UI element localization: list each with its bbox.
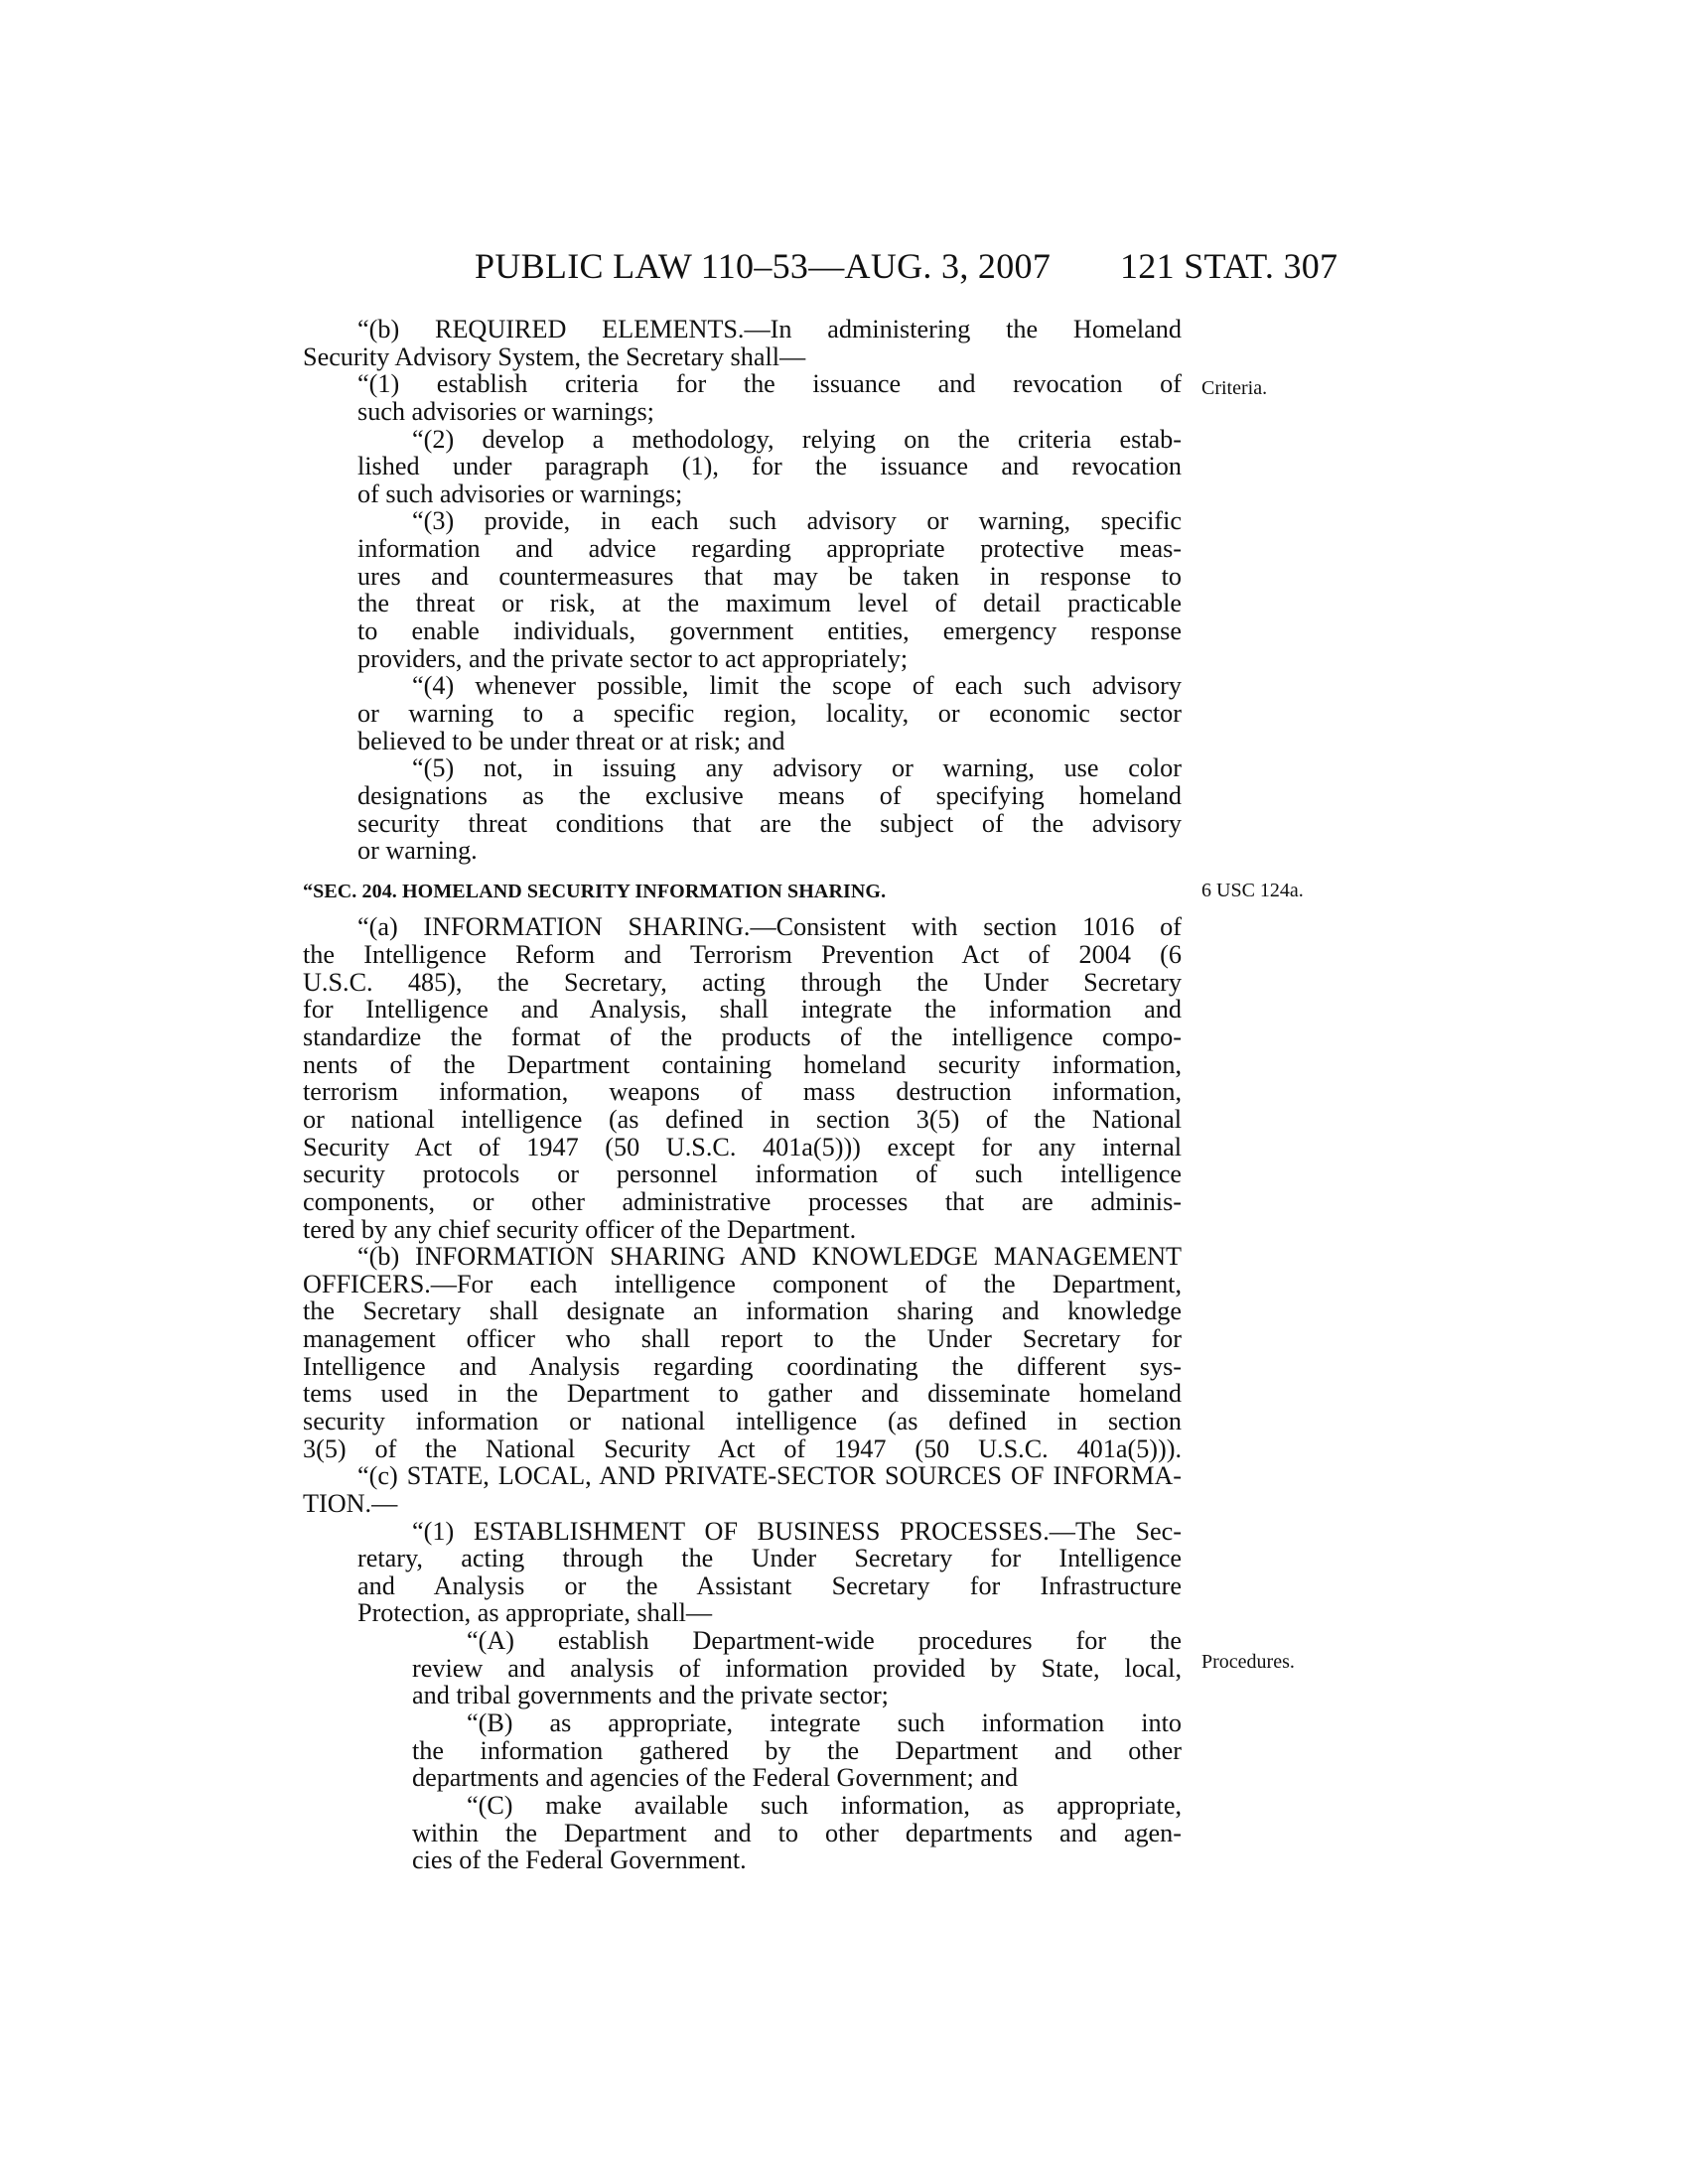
text-line: Protection, as appropriate, shall— (357, 1598, 713, 1628)
text-line: “(C) make available such information, as appropriate, (467, 1790, 1182, 1820)
margin-note-usc-citation: 6 USC 124a. (1201, 880, 1304, 901)
text-line: nents of the Department containing homeland security information, (303, 1049, 1182, 1079)
text-line: ures and countermeasures that may be taken in response to (357, 561, 1182, 591)
text-line: tered by any chief security officer of the Department. (303, 1214, 857, 1244)
text-line: management officer who shall report to the Under Secretary for (303, 1324, 1182, 1354)
text-line: standardize the format of the products of the intelligence compo- (303, 1023, 1182, 1052)
text-line: or national intelligence (as defined in section 3(5) of the National (303, 1104, 1182, 1134)
text-line: cies of the Federal Government. (412, 1845, 747, 1875)
text-line: “(a) INFORMATION SHARING.—Consistent with section 1016 of (357, 912, 1182, 942)
text-line: “(4) whenever possible, limit the scope of each such advisory (412, 671, 1182, 701)
text-line: or warning. (357, 836, 478, 866)
text-line: “(1) ESTABLISHMENT OF BUSINESS PROCESSES.—The Sec- (412, 1516, 1182, 1546)
text-line: Security Act of 1947 (50 U.S.C. 401a(5))) except for any internal (303, 1132, 1182, 1161)
text-line: “(2) develop a methodology, relying on the criteria estab- (412, 424, 1182, 454)
running-header-title: PUBLIC LAW 110–53—AUG. 3, 2007 (475, 246, 1052, 286)
text-line: Security Advisory System, the Secretary shall— (303, 341, 806, 371)
text-line: for Intelligence and Analysis, shall integrate the information and (303, 995, 1182, 1024)
text-line: “(b) INFORMATION SHARING AND KNOWLEDGE MANAGEMENT (357, 1242, 1182, 1272)
section-heading: “SEC. 204. HOMELAND SECURITY INFORMATION SHARING. (303, 880, 887, 902)
text-line: of such advisories or warnings; (357, 478, 683, 508)
text-line: information and advice regarding appropriate protective meas- (357, 534, 1182, 564)
text-line: OFFICERS.—For each intelligence component of the Department, (303, 1269, 1182, 1298)
text-line: terrorism information, weapons of mass destruction information, (303, 1077, 1182, 1107)
text-line: tems used in the Department to gather and disseminate homeland (303, 1379, 1182, 1409)
text-line: “(c) STATE, LOCAL, AND PRIVATE-SECTOR SOURCES OF INFORMA- (357, 1461, 1182, 1491)
text-line: “(A) establish Department-wide procedures for the (467, 1626, 1182, 1656)
text-line: “(B) as appropriate, integrate such information into (467, 1708, 1182, 1738)
text-line: departments and agencies of the Federal Government; and (412, 1763, 1019, 1793)
text-line: TION.— (303, 1488, 398, 1518)
text-line: lished under paragraph (1), for the issuance and revocation (357, 452, 1182, 481)
text-line: U.S.C. 485), the Secretary, acting through the Under Secretary (303, 967, 1182, 997)
text-line: “(5) not, in issuing any advisory or warning, use color (412, 753, 1182, 783)
margin-note-procedures: Procedures. (1201, 1651, 1295, 1673)
margin-note-criteria: Criteria. (1201, 377, 1268, 399)
text-line: the threat or risk, at the maximum level of detail practicable (357, 589, 1182, 618)
page-number-stat: 121 STAT. 307 (1120, 246, 1338, 286)
text-line: security protocols or personnel information of such intelligence (303, 1160, 1182, 1189)
text-line: the Intelligence Reform and Terrorism Prevention Act of 2004 (6 (303, 940, 1182, 970)
text-line: Intelligence and Analysis regarding coordinating the different sys- (303, 1351, 1182, 1381)
text-line: components, or other administrative processes that are adminis- (303, 1186, 1182, 1216)
text-line: the Secretary shall designate an information sharing and knowledge (303, 1297, 1182, 1326)
text-line: and Analysis or the Assistant Secretary for Infrastructure (357, 1570, 1182, 1600)
text-line: “(b) REQUIRED ELEMENTS.—In administering the Homeland (357, 315, 1182, 343)
text-line: “(3) provide, in each such advisory or warning, specific (412, 506, 1182, 536)
statute-body (303, 316, 1182, 1874)
text-line: the information gathered by the Department and other (412, 1735, 1182, 1765)
text-line: “(1) establish criteria for the issuance and revocation of (357, 369, 1182, 399)
text-line: review and analysis of information provided by State, local, (412, 1653, 1182, 1683)
text-line: within the Department and to other departments and agen- (412, 1818, 1182, 1847)
text-line: providers, and the private sector to act appropriately; (357, 643, 909, 673)
text-line: security information or national intelligence (as defined in section (303, 1406, 1182, 1435)
text-line: and tribal governments and the private sector; (412, 1681, 889, 1710)
text-line: designations as the exclusive means of specifying homeland (357, 780, 1182, 810)
text-line: such advisories or warnings; (357, 396, 654, 426)
text-line: or warning to a specific region, locality, or economic sector (357, 698, 1182, 728)
text-line: believed to be under threat or at risk; and (357, 726, 785, 755)
text-line: to enable individuals, government entities, emergency response (357, 616, 1182, 646)
text-line: 3(5) of the National Security Act of 1947 (50 U.S.C. 401a(5))). (303, 1433, 1182, 1463)
text-line: security threat conditions that are the subject of the advisory (357, 808, 1182, 838)
text-line: retary, acting through the Under Secretary for Intelligence (357, 1544, 1182, 1573)
